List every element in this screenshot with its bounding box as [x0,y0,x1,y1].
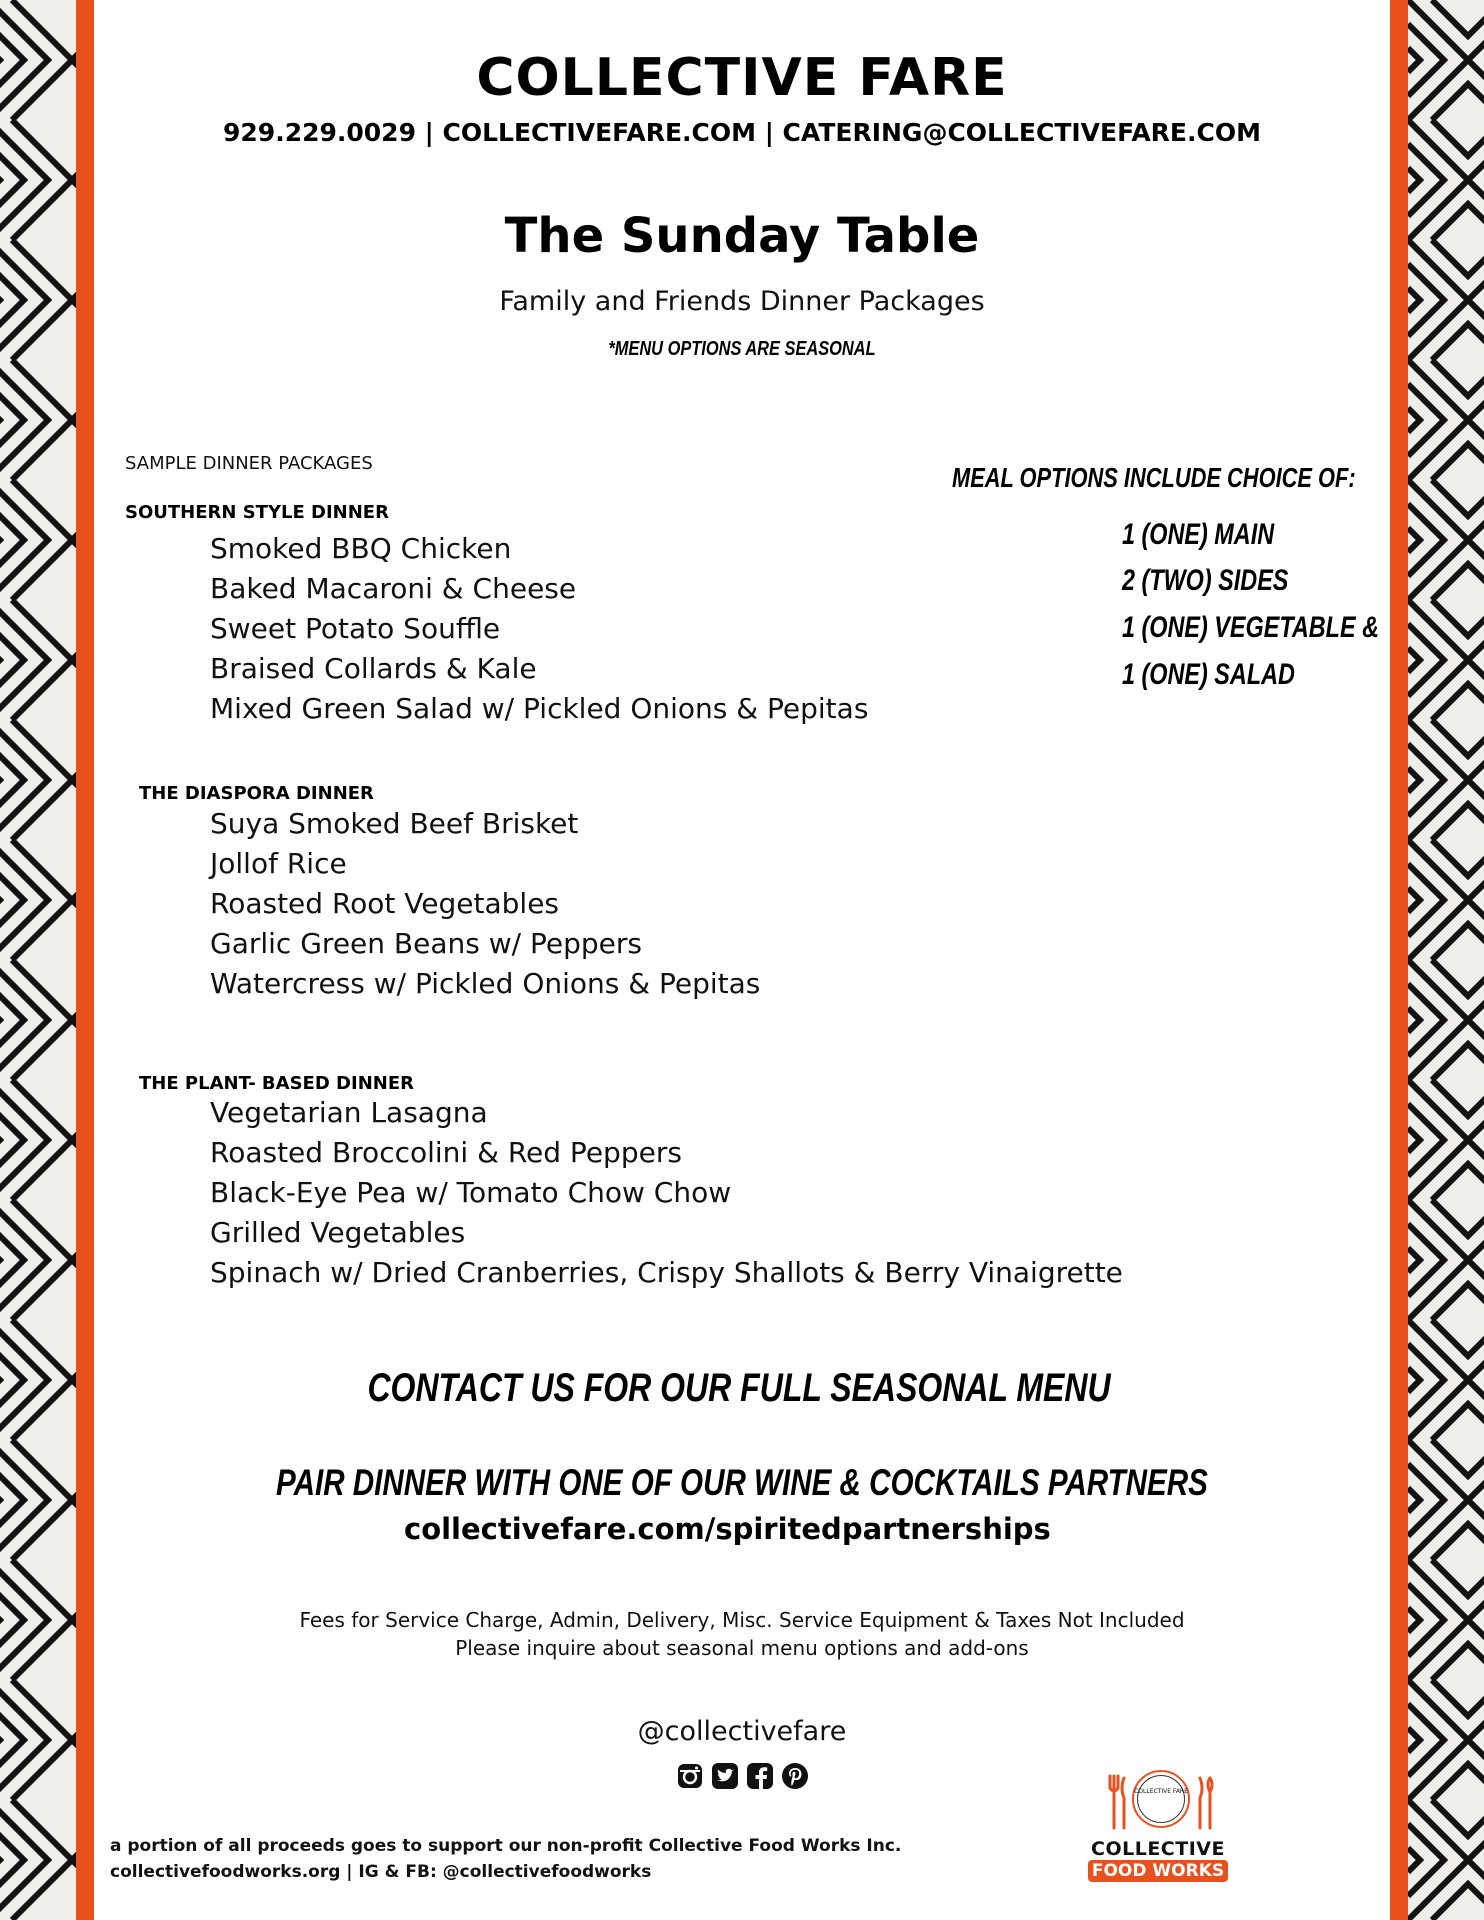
left-pattern-border [0,0,94,1920]
logo-wordmark-top: COLLECTIVE [1091,1838,1225,1860]
page-subtitle: Family and Friends Dinner Packages [499,286,985,317]
menu-item: Suya Smoked Beef Brisket [210,807,579,840]
sample-packages-label: SAMPLE DINNER PACKAGES [125,453,373,474]
social-icons [676,1762,809,1790]
menu-item: Garlic Green Beans w/ Peppers [210,927,642,960]
facebook-icon[interactable] [746,1762,774,1790]
social-handle: @collectivefare [637,1716,847,1747]
menu-item: Watercress w/ Pickled Onions & Pepitas [210,967,761,1000]
pinterest-icon[interactable] [781,1762,809,1790]
package-list-diaspora [210,804,760,1004]
meal-option: 1 (ONE) SALAD [1122,658,1295,691]
menu-item: Braised Collards & Kale [210,652,537,685]
package-list-plant-based [210,1093,1123,1293]
page-title: The Sunday Table [504,208,980,264]
partnerships-link[interactable]: collectivefare.com/spiritedpartnerships [404,1512,1051,1546]
menu-item: Smoked BBQ Chicken [210,532,512,565]
brand-title: COLLECTIVE FARE [476,48,1008,108]
meal-option: 2 (TWO) SIDES [1122,564,1289,597]
menu-item: Grilled Vegetables [210,1216,466,1249]
logo-wordmark-bottom: FOOD WORKS [1088,1860,1228,1882]
meal-options-heading: MEAL OPTIONS INCLUDE CHOICE OF: [952,462,1356,493]
seasonal-note: *MENU OPTIONS ARE SEASONAL [608,338,876,360]
package-heading-southern: SOUTHERN STYLE DINNER [125,502,389,523]
footer-proceeds-note: a portion of all proceeds goes to support our non-profit Collective Food Works Inc. [110,1836,902,1856]
wine-pairing-cta: PAIR DINNER WITH ONE OF OUR WINE & COCKTAILS PARTNERS [276,1462,1208,1503]
full-menu-cta: CONTACT US FOR OUR FULL SEASONAL MENU [367,1366,1111,1410]
menu-item: Roasted Broccolini & Red Peppers [210,1136,682,1169]
footer-links: collectivefoodworks.org | IG & FB: @collectivefoodworks [110,1862,652,1882]
menu-item: Black-Eye Pea w/ Tomato Chow Chow [210,1176,732,1209]
menu-item: Roasted Root Vegetables [210,887,560,920]
menu-item: Baked Macaroni & Cheese [210,572,577,605]
menu-item: Mixed Green Salad w/ Pickled Onions & Pepitas [210,692,869,725]
menu-item: Vegetarian Lasagna [210,1096,488,1129]
twitter-icon[interactable] [711,1762,739,1790]
instagram-icon[interactable] [676,1762,704,1790]
inquire-note: Please inquire about seasonal menu options and add-ons [455,1636,1029,1660]
meal-option: 1 (ONE) MAIN [1122,518,1275,551]
menu-item: Spinach w/ Dried Cranberries, Crispy Shallots & Berry Vinaigrette [210,1256,1123,1289]
package-list-southern [210,529,868,729]
collective-food-works-logo [1082,1764,1242,1884]
fees-note: Fees for Service Charge, Admin, Delivery, Misc. Service Equipment & Taxes Not Included [299,1608,1185,1632]
menu-page [94,0,1390,1920]
logo-plate-text: COLLECTIVE FARE [1134,1788,1188,1795]
package-heading-plant-based: THE PLANT- BASED DINNER [139,1073,414,1094]
menu-item: Jollof Rice [210,847,347,880]
package-heading-diaspora: THE DIASPORA DINNER [139,783,374,804]
contact-info: 929.229.0029 | COLLECTIVEFARE.COM | CATERING@COLLECTIVEFARE.COM [223,118,1261,147]
right-pattern-border [1390,0,1484,1920]
meal-option: 1 (ONE) VEGETABLE & [1122,611,1379,644]
logo-plate-rim [1137,1775,1185,1823]
menu-item: Sweet Potato Souffle [210,612,501,645]
